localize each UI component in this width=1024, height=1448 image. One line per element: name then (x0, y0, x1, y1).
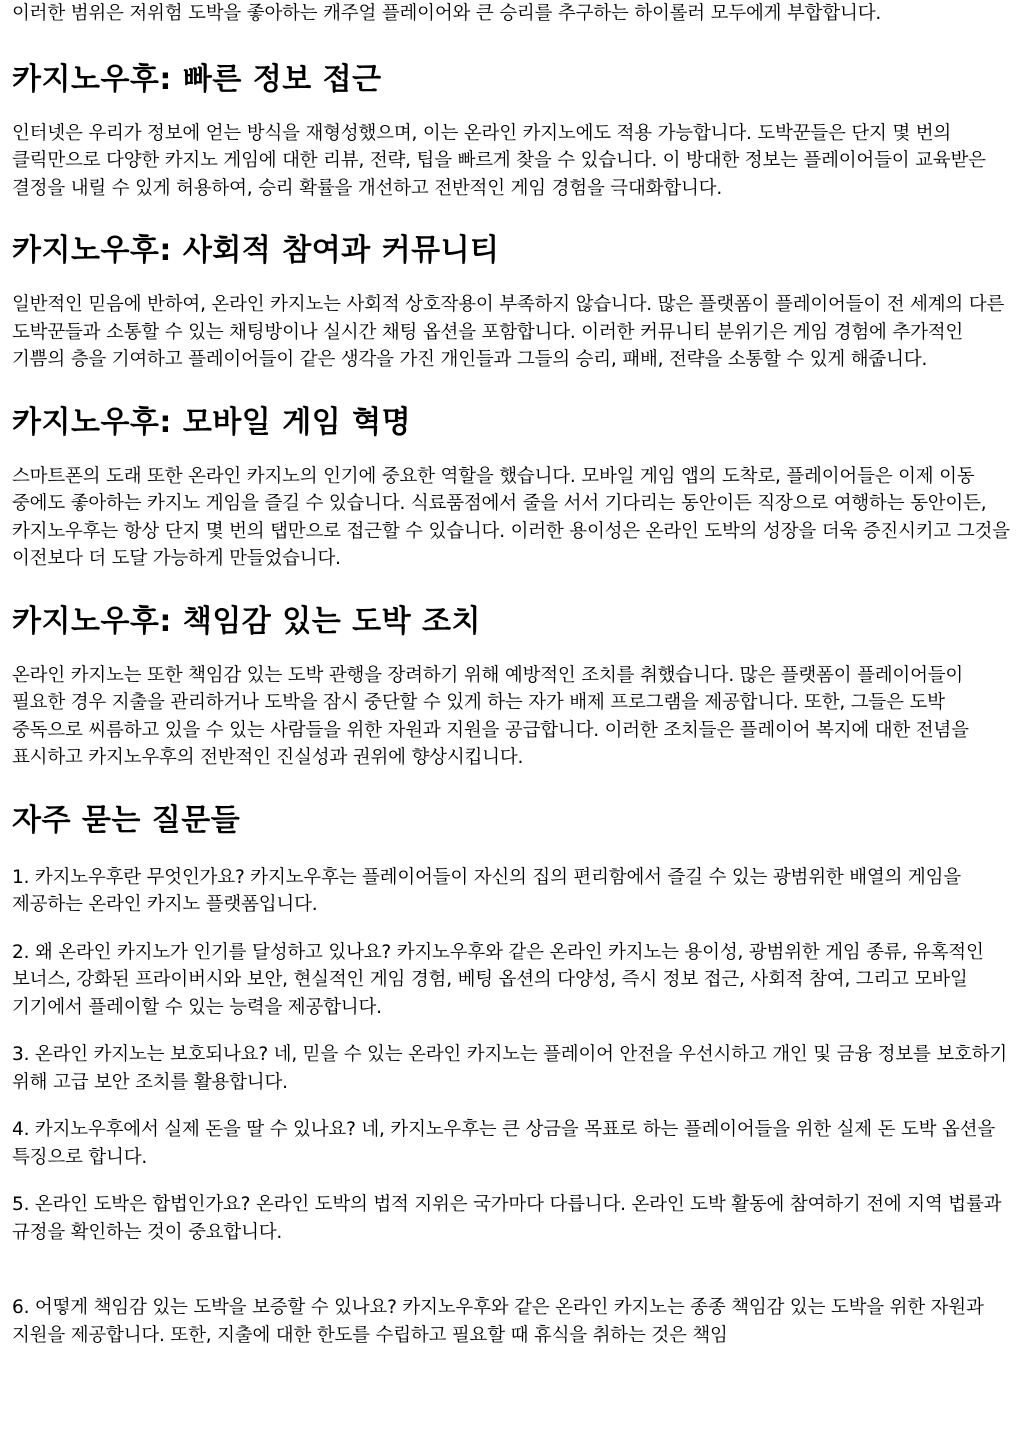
faq-item: 1. 카지노우후란 무엇인가요? 카지노우후는 플레이어들이 자신의 집의 편리함에서 즐길 수 있는 광범위한 배열의 게임을 제공하는 온라인 카지노 플랫폼입니다. (12, 866, 961, 915)
section-body-mobile: 스마트폰의 도래 또한 온라인 카지노의 인기에 중요한 역할을 했습니다. 모바일 게임 앱의 도착로, 플레이어들은 이제 이동 중에도 좋아하는 카지노 게임을 즐길 수 있습니다. 식료품점에서 줄을 서서 기다리는 동안이든 직장으로 여행하는 동안이든, 카지노우후는 항상 단지 몇 번의 탭만으로 접근할 수 있습니다. 이러한 용이성은 온라인 도박의 성장을 더욱 증진시키고 그것을 이전보다 더 도달 가능하게 만들었습니다. (12, 465, 1010, 569)
section-heading-social: 카지노우후: 사회적 참여과 커뮤니티 (12, 233, 500, 268)
section-heading-mobile: 카지노우후: 모바일 게임 혁명 (12, 404, 412, 440)
section-body-social: 일반적인 믿음에 반하여, 온라인 카지노는 사회적 상호작용이 부족하지 않습니다. 많은 플랫폼이 플레이어들이 전 세계의 다른 도박꾼들과 소통할 수 있는 채팅방이나 실시간 채팅 옵션을 포함합니다. 이러한 커뮤니티 분위기은 게임 경험에 추가적인 기쁨의 층을 기여하고 플레이어들이 같은 생각을 가진 개인들과 그들의 승리, 패배, 전략을 소통할 수 있게 해줍니다. (12, 294, 1005, 370)
faq-heading: 자주 묻는 질문들 (12, 802, 241, 838)
faq-item: 2. 왜 온라인 카지노가 인기를 달성하고 있나요? 카지노우후와 같은 온라인 카지노는 용이성, 광범위한 게임 종류, 유혹적인 보너스, 강화된 프라이버시와 보안, 현실적인 게임 경험, 베팅 옵션의 다양성, 즉시 정보 접근, 사회적 참여, 그리고 모바일 기기에서 플레이할 수 있는 능력을 제공합니다. (12, 941, 984, 1018)
section-heading-info-access: 카지노우후: 빠른 정보 접근 (12, 61, 382, 97)
faq-item: 4. 카지노우후에서 실제 돈을 딸 수 있나요? 네, 카지노우후는 큰 상금을 목표로 하는 플레이어들을 위한 실제 돈 도박 옵션을 특징으로 합니다. (12, 1119, 996, 1168)
section-heading-responsible: 카지노우후: 책임감 있는 도박 조치 (12, 603, 481, 639)
intro-paragraph: 이러한 범위은 저위험 도박을 좋아하는 캐주얼 플레이어와 큰 승리를 추구하는 하이롤러 모두에게 부합합니다. (12, 3, 882, 24)
faq-item: 5. 온라인 도박은 합법인가요? 온라인 도박의 법적 지위은 국가마다 다릅니다. 온라인 도박 활동에 참여하기 전에 지역 법률과 규정을 확인하는 것이 중요합니다. (12, 1194, 1002, 1243)
section-body-info-access: 인터넷은 우리가 정보에 얻는 방식을 재형성했으며, 이는 온라인 카지노에도 적용 가능합니다. 도박꾼들은 단지 몇 번의 클릭만으로 다양한 카지노 게임에 대한 리뷰, 전략, 팁을 빠르게 찾을 수 있습니다. 이 방대한 정보는 플레이어들이 교육받은 결정을 내릴 수 있게 허용하여, 승리 확률을 개선하고 전반적인 게임 경험을 극대화합니다. (12, 122, 986, 199)
faq-item: 6. 어떻게 책임감 있는 도박을 보증할 수 있나요? 카지노우후와 같은 온라인 카지노는 종종 책임감 있는 도박을 위한 자원과 지원을 제공합니다. 또한, 지출에 대한 한도를 수립하고 필요할 때 휴식을 취하는 것은 책임 (12, 1297, 984, 1346)
faq-item: 3. 온라인 카지노는 보호되나요? 네, 믿을 수 있는 온라인 카지노는 플레이어 안전을 우선시하고 개인 및 금융 정보를 보호하기 위해 고급 보안 조치를 활용합니다. (12, 1044, 1008, 1093)
article (12, 0, 1012, 1349)
section-body-responsible: 온라인 카지노는 또한 책임감 있는 도박 관행을 장려하기 위해 예방적인 조치를 취했습니다. 많은 플랫폼이 플레이어들이 필요한 경우 지출을 관리하거나 도박을 잠시 중단할 수 있게 하는 자가 배제 프로그램을 제공합니다. 또한, 그들은 도박 중독으로 씨름하고 있을 수 있는 사람들을 위한 자원과 지원을 공급합니다. 이러한 조치들은 플레이어 복지에 대한 전념을 표시하고 카지노우후의 전반적인 진실성과 권위에 향상시킵니다. (12, 664, 969, 768)
